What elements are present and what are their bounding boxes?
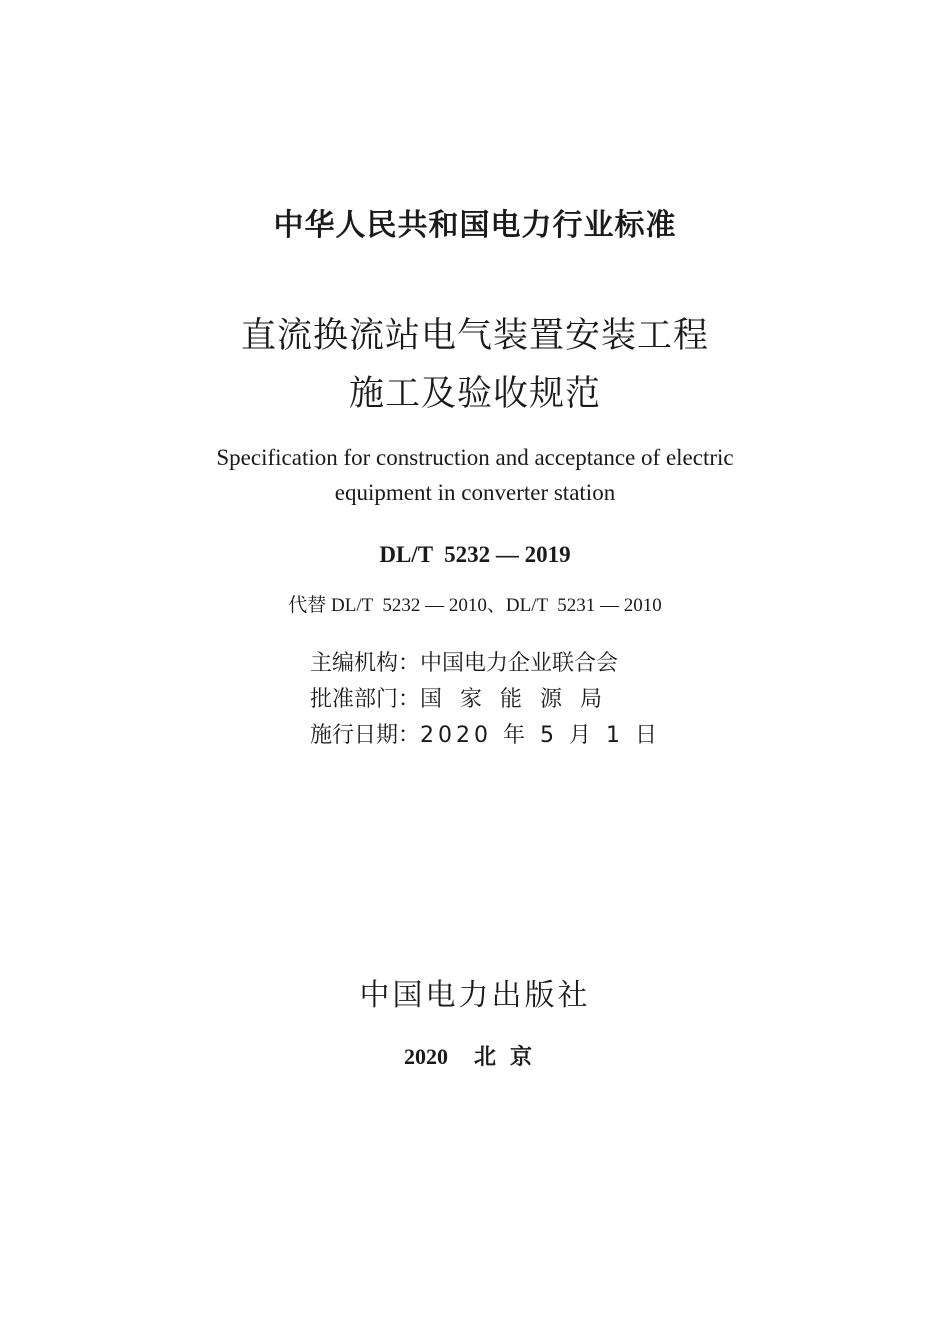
standard-organization: 中华人民共和国电力行业标准 [273, 208, 677, 243]
meta-approval-row [310, 682, 620, 713]
meta-editor-row [310, 646, 618, 677]
title-english-line-1: Specification for construction and acceptance of electric [216, 445, 734, 470]
meta-editor-label: 主编机构： [310, 651, 421, 676]
title-english-line-2: equipment in converter station [334, 480, 616, 505]
meta-approval-value: 国家能源局 [420, 687, 621, 712]
meta-effective-value: 2020 年 5 月 1 日 [420, 723, 661, 748]
publication-city: 北京 [473, 1045, 546, 1070]
standard-code: DL/T 5232 — 2019 [379, 542, 571, 567]
meta-effective-row [310, 718, 661, 749]
title-chinese-line-1: 直流换流站电气装置安装工程 [240, 316, 709, 355]
replaces-standards: 代替 DL/T 5232 — 2010、DL/T 5231 — 2010 [288, 595, 662, 616]
meta-editor-value: 中国电力企业联合会 [420, 651, 619, 676]
meta-approval-label: 批准部门： [310, 687, 421, 712]
title-chinese-line-2: 施工及验收规范 [348, 374, 601, 413]
publication-year: 2020 [403, 1044, 448, 1069]
meta-effective-label: 施行日期： [310, 723, 421, 748]
publisher-name: 中国电力出版社 [359, 978, 591, 1013]
publication-place [0, 1040, 950, 1071]
